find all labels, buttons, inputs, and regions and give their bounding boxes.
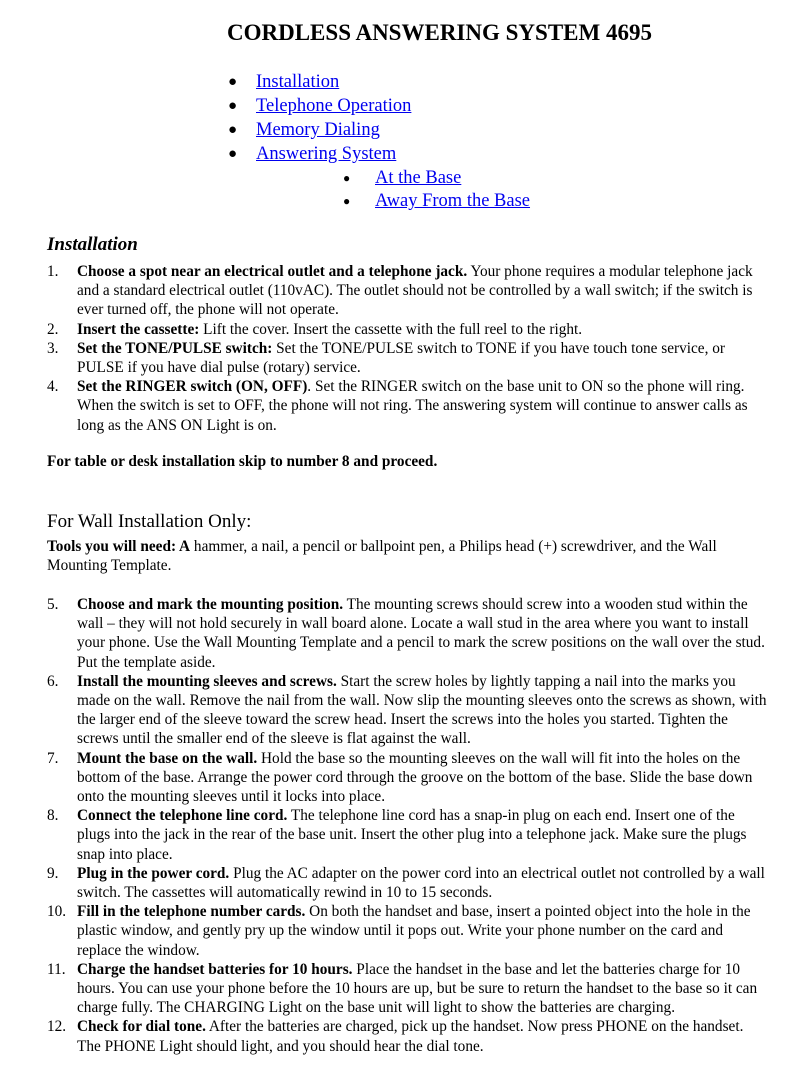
toc-link-at-the-base[interactable]: At the Base	[375, 168, 462, 188]
tools-text: hammer, a nail, a pencil or ballpoint pen, a Philips head (+) screwdriver, and the Wall Mounting Template.	[47, 538, 717, 575]
step-item	[47, 902, 767, 960]
step-title: Mount the base on the wall.	[77, 749, 258, 767]
step-item	[47, 960, 767, 1018]
step-title: Plug in the power cord.	[77, 864, 230, 882]
step-number: 5.	[47, 596, 59, 613]
step-number: 1.	[47, 263, 59, 280]
toc-item-memory-dialing	[0, 118, 808, 142]
step-item	[47, 1017, 767, 1055]
step-number: 8.	[47, 807, 59, 825]
toc-item-telephone-operation	[0, 94, 808, 118]
step-number: 2.	[47, 320, 59, 338]
step-item	[47, 749, 767, 807]
step-title: Choose and mark the mounting position.	[77, 596, 344, 613]
toc-link-installation[interactable]: Installation	[256, 72, 340, 92]
toc-item-away-from-the-base	[0, 189, 808, 212]
toc-link-answering-system[interactable]: Answering System	[256, 144, 397, 164]
step-text: . Set the RINGER switch on the base unit to ON so the phone will ring. When the switch is set to OFF, the phone will not ring. The answering system will continue to answer calls as long as the ANS ON Light is on.	[77, 378, 748, 434]
step-number: 6.	[47, 672, 59, 690]
bullet-icon: ●	[343, 171, 351, 185]
bullet-icon: ●	[343, 194, 351, 208]
wall-installation-steps	[47, 595, 767, 1056]
step-text: Start the screw holes by lightly tapping a nail into the marks you made on the wall. Remove the nail from the wall. Now slip the mounting sleeves onto the screws as shown, with the larger end of the sleeve toward the screw head. Insert the screws into the holes you started. Tighten the screws until the smaller end of the sleeve is flat against the wall.	[77, 672, 767, 748]
step-text: The telephone line cord has a snap-in plug on each end. Insert one of the plugs into the jack in the rear of the base unit. Insert the other plug into a telephone jack. Make sure the plugs snap into place.	[77, 807, 747, 863]
step-number: 7.	[47, 749, 59, 767]
step-title: Fill in the telephone number cards.	[77, 903, 306, 921]
step-item	[47, 262, 767, 320]
desk-installation-note: For table or desk installation skip to number 8 and proceed.	[47, 453, 438, 470]
wall-installation-heading: For Wall Installation Only:	[47, 511, 252, 532]
step-text: Plug the AC adapter on the power cord into an electrical outlet not controlled by a wall switch. The cassettes will automatically rewind in 10 to 15 seconds.	[77, 864, 765, 902]
step-text: Lift the cover. Insert the cassette with the full reel to the right.	[199, 320, 583, 338]
step-item	[47, 595, 767, 672]
toc-link-away-from-the-base[interactable]: Away From the Base	[375, 191, 531, 211]
step-item	[47, 672, 767, 749]
toc-item-answering-system	[0, 142, 808, 166]
step-number: 4.	[47, 378, 59, 396]
step-number: 3.	[47, 339, 59, 357]
bullet-icon: ●	[228, 74, 238, 90]
step-item	[47, 320, 767, 339]
bullet-icon: ●	[228, 122, 238, 138]
step-text: After the batteries are charged, pick up the handset. Now press PHONE on the handset. The PHONE Light should light, and you should hear the dial tone.	[77, 1018, 744, 1055]
step-text: On both the handset and base, insert a pointed object into the hole in the plastic window, and gently pry up the window until it pops out. Write your phone number on the card and replace the window.	[77, 903, 751, 959]
step-title: Install the mounting sleeves and screws.	[77, 672, 337, 690]
toc-item-at-the-base	[0, 166, 808, 189]
tools-label: Tools you will need: A	[47, 538, 191, 555]
bullet-icon: ●	[228, 146, 238, 162]
step-number: 12.	[47, 1018, 67, 1036]
step-title: Choose a spot near an electrical outlet and a telephone jack.	[77, 263, 468, 280]
step-number: 9.	[47, 864, 59, 882]
step-item	[47, 806, 767, 864]
step-item	[47, 339, 767, 377]
step-text: The mounting screws should screw into a wooden stud within the wall – they will not hold securely in wall board alone. Locate a wall stud in the area where you want to install your phone. Use the Wall Mounting Template and a pencil to mark the screw positions on the wall over the stud. Put the template aside.	[77, 596, 765, 671]
table-of-contents	[0, 70, 808, 212]
step-number: 11.	[47, 960, 66, 978]
step-text: Hold the base so the mounting sleeves on the wall will fit into the holes on the bottom of the base. Arrange the power cord through the groove on the bottom of the base. Slide the base down onto the mounting sleeves until it locks into place.	[77, 749, 753, 806]
page-title: CORDLESS ANSWERING SYSTEM 4695	[227, 20, 652, 45]
step-text: Set the TONE/PULSE switch to TONE if you have touch tone service, or PULSE if you have dial pulse (rotary) service.	[77, 339, 725, 377]
step-item	[47, 377, 767, 435]
bullet-icon: ●	[228, 98, 238, 114]
toc-link-memory-dialing[interactable]: Memory Dialing	[256, 120, 380, 140]
step-text: Your phone requires a modular telephone jack and a standard electrical outlet (110vAC). The outlet should not be controlled by a wall switch; if the switch is ever turned off, the phone will not operate.	[77, 263, 753, 319]
step-item	[47, 864, 767, 902]
step-title: Set the TONE/PULSE switch:	[77, 339, 273, 357]
toc-link-telephone-operation[interactable]: Telephone Operation	[256, 96, 412, 116]
installation-steps	[47, 262, 767, 435]
step-text: Place the handset in the base and let the batteries charge for 10 hours. You can use your phone before the 10 hours are up, but be sure to return the handset to the base so it can charge fully. The CHARGING Light on the base unit will light to show the batteries are charging.	[77, 960, 758, 1017]
toc-item-installation	[0, 70, 808, 94]
step-title: Set the RINGER switch (ON, OFF)	[77, 378, 308, 396]
step-title: Connect the telephone line cord.	[77, 807, 288, 825]
step-title: Insert the cassette:	[77, 320, 200, 338]
step-title: Check for dial tone.	[77, 1018, 206, 1036]
tools-needed	[47, 537, 767, 575]
installation-heading: Installation	[47, 234, 138, 255]
step-title: Charge the handset batteries for 10 hours.	[77, 960, 353, 978]
step-number: 10.	[47, 903, 67, 921]
